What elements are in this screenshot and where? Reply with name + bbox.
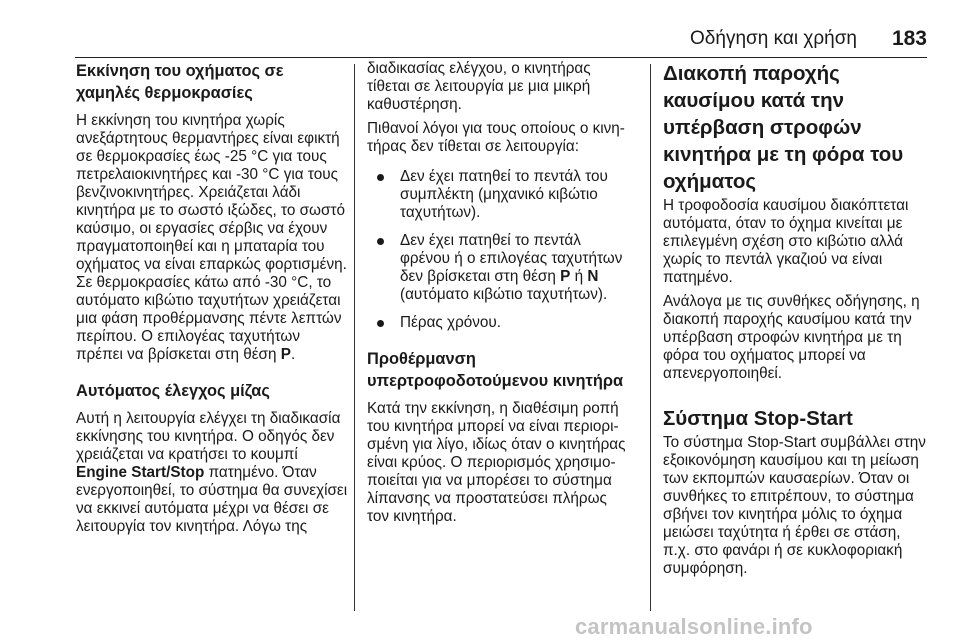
gear-p: P	[280, 346, 291, 363]
paragraph-cold-start: Η εκκίνηση του κινητήρα χωρίς ανεξάρτητους θερμαντήρες είναι εφικτή σε θερμοκρασίες έως -25 °C για τους πετρελαιοκινητήρες και -30 °C για τους βενζινοκινητήρες. Χρειάζεται λάδι κινητήρα με το σωστό ιξώδες, το σωστό καύσιμο, οι εργασίες σέρβις να έχουν πραγματοποιηθεί και η μπαταρία του οχήματος να είναι επαρκώς φορτισμένη. Σε θερμοκρασίες κάτω από -30 °C, το αυτόματο κιβώτιο ταχυτήτων χρειάζεται μια φάση προθέρμανσης πέντε λεπτών περίπου. Ο επιλογέας ταχυτήτων πρέπει να βρίσκεται στη θέση P.	[76, 112, 347, 363]
page-header	[75, 0, 927, 58]
bullet-icon	[377, 238, 384, 245]
heading-turbo-preheat: Προθέρμανση υπερτροφοδοτούμενου κινητήρα	[367, 350, 624, 390]
list-item: Πέρας χρόνου.	[367, 314, 633, 332]
page-number: 183	[891, 27, 927, 50]
paragraph-fuel-cutoff-2: Ανάλογα με τις συνθήκες οδήγησης, η διακοπή παροχής καυσίμου κατά την υπέρβαση στροφών κινητήρα με τη φόρα του οχήματος μπορεί να απενεργοποιηθεί.	[663, 293, 920, 382]
heading-fuel-cutoff: Διακοπή παροχής καυσίμου κατά την υπέρβαση στροφών κινητήρα με τη φόρα του οχήματος	[663, 62, 904, 193]
paragraph-turbo-preheat: Κατά την εκκίνηση, η διαθέσιμη ροπή του κινητήρα μπορεί να είναι περιορισμένη για λίγο, ιδίως όταν ο κινητήρας είναι κρύος. Ο περιορισμός χρησιμοποιείται για να μπορέσει το σύστημα λίπανσης να προστατεύσει πλήρως τον κινητήρα.	[367, 400, 626, 525]
list-item: Δεν έχει πατηθεί το πεντάλ φρένου ή ο επιλογέας ταχυτήτων δεν βρίσκεται στη θέση P ή N (αυτόματο κιβώτιο ταχυτήτων).	[367, 232, 633, 304]
heading-cold-start: Εκκίνηση του οχήματος σε χαμηλές θερμοκρασίες	[76, 62, 284, 102]
column-3	[663, 60, 929, 584]
column-2	[367, 60, 633, 532]
paragraph-continued: διαδικασίας ελέγχου, ο κινητήρας τίθεται σε λειτουργία με μια μικρή καθυστέρηση.	[367, 60, 591, 113]
bullet-icon	[377, 320, 384, 327]
column-divider-2	[650, 64, 651, 611]
paragraph-starter-control: Αυτή η λειτουργία ελέγχει τη διαδικασία εκκίνησης του κινητήρα. Ο οδηγός δεν χρειάζεται να κρατήσει το κουμπί Engine Start/Stop πατημένο. Όταν ενεργοποιηθεί, το σύστημα θα συνεχίσει να εκκινεί αυτόματα μέχρι να θέσει σε λειτουργία τον κινητήρα. Λόγω της	[76, 410, 348, 535]
paragraph-reasons: Πιθανοί λόγοι για τους οποίους ο κινητήρας δεν τίθεται σε λειτουργία:	[367, 120, 625, 155]
watermark: carmanualsonline.info	[575, 614, 813, 639]
column-divider-1	[354, 64, 355, 611]
heading-starter-control: Αυτόματος έλεγχος μίζας	[76, 382, 270, 400]
list-item: Δεν έχει πατηθεί το πεντάλ του συμπλέκτη (μηχανικό κιβώτιο ταχυτήτων).	[367, 168, 633, 222]
bullet-icon	[377, 174, 384, 181]
reasons-list	[367, 168, 633, 332]
heading-stop-start: Σύστημα Stop-Start	[663, 407, 853, 430]
section-title: Οδήγηση και χρήση	[690, 28, 857, 49]
column-1	[76, 60, 348, 542]
paragraph-fuel-cutoff-1: Η τροφοδοσία καυσίμου διακόπτεται αυτόματα, όταν το όχημα κινείται με επιλεγμένη σχέση στο κιβώτιο αλλά χωρίς το πεντάλ γκαζιού να είναι πατημένο.	[663, 197, 909, 286]
paragraph-stop-start: Το σύστημα Stop-Start συμβάλλει στην εξοικονόμηση καυσίμου και τη μείωση των εκπομπών καυσαερίων. Όταν οι συνθήκες το επιτρέπουν, το σύστημα σβήνει τον κινητήρα μόλις το όχημα μειώσει ταχύτητα ή έρθει σε στάση, π.χ. στο φανάρι ή σε κυκλοφοριακή συμφόρηση.	[663, 434, 926, 577]
engine-start-stop-label: Engine Start/Stop	[76, 464, 205, 481]
